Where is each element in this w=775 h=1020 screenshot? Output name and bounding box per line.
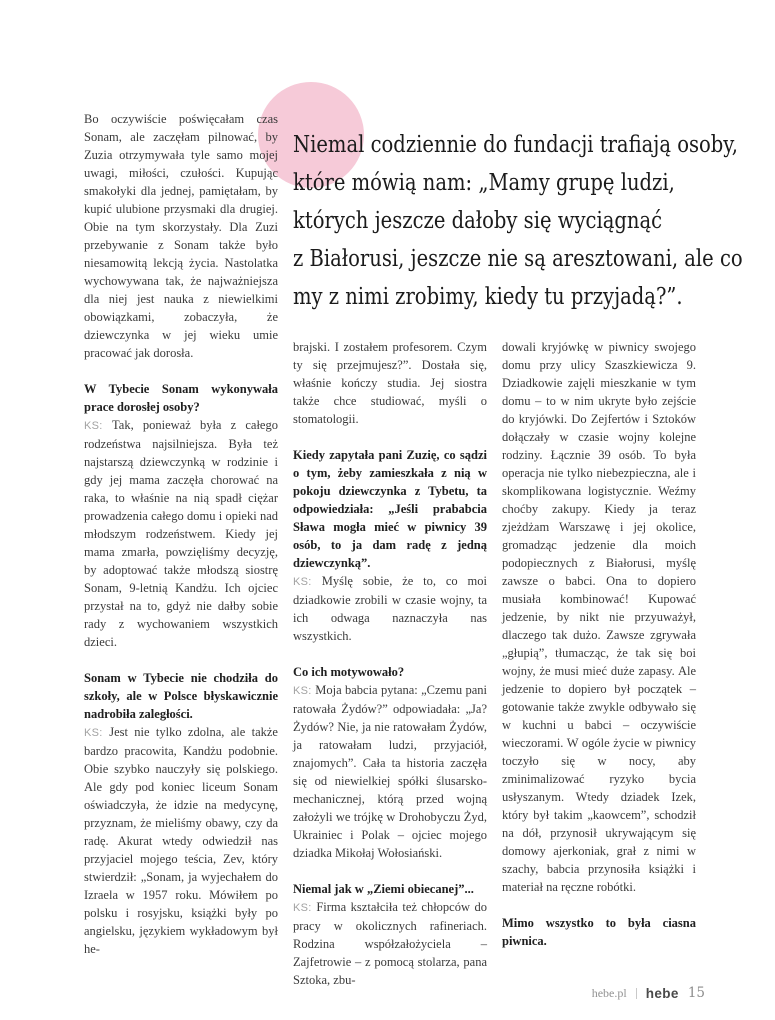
interview-answer: KS: Moja babcia pytana: „Czemu pani ratowała Żydów?” odpowiadała: „Ja? Żydów? Nie, ja nie ratowałam Żydów, ja ratowałam ludzi, przyjaciół, znajomych”. Cała ta historia zaczęła się od niewielkiej spółki ślusarsko-mechanicznej, którą przed wojną założyli we trójkę w Drohobyczu Żyd, Ukrainiec i Polak – ojciec mojego dziadka Mikołaj Wołosiański.	[293, 683, 487, 860]
footer-site-url: hebe.pl	[591, 985, 627, 1000]
pull-quote-line: które mówią nam: „Mamy grupę ludzi,	[293, 170, 675, 196]
interview-answer: KS: Jest nie tylko zdolna, ale także bardzo pracowita, Kandżu podobnie. Obie szybko nauczyły się polskiego. Ale gdy pod koniec liceum Sonam oświadczyła, że idzie na medycynę, przyznam, że mieliśmy obawy, czy da radę. Akurat wtedy odwiedził nas przyjaciel mojego teścia, Zev, który stwierdził: „Sonam, ja wyjechałem do Izraela w 1957 roku. Mówiłem po polsku i rosyjsku, książki były po angielsku, językiem wykładowym był he-	[84, 725, 278, 956]
body-paragraph: Bo oczywiście poświęcałam czas Sonam, ale zaczęłam pilnować, by Zuzia otrzymywała tyle samo mojej uwagi, miłości, czułości. Kupując smakołyki dla jednej, pamiętałam, by kupić ulubione przysmaki dla drugiej. Obie na tym skorzystały. Dla Zuzi przebywanie z Sonam także było niesamowitą lekcją życia. Nastolatka wychowywana tak, że najważniejsza dla niej jest nauka z niewielkimi obowiązkami, zobaczyła, że dziewczynka w jej wieku umie pracować jak dorosła.	[84, 112, 278, 360]
body-paragraph: brajski. I zostałem profesorem. Czym ty się przejmujesz?”. Dostała się, właśnie kończy studia. Jej siostra także chce studiować, myśli o stomatologii.	[293, 340, 487, 426]
article-column-middle	[293, 338, 487, 989]
interview-question: Kiedy zapytała pani Zuzię, co sądzi o tym, żeby zamieszkała z nią w pokoju dziewczynka z Tybetu, ta odpowiedziała: „Jeśli prababcia Sława mogła mieć w piwnicy 39 osób, to ja dam radę z jedną dziewczynką”.	[293, 448, 487, 570]
page-footer	[592, 985, 705, 1001]
magazine-logo: hebe	[645, 985, 679, 1001]
interview-answer: KS: Firma kształciła też chłopców do pracy w okolicznych rafineriach. Rodzina współzałożyciela – Zajfetrowie – z pomocą stolarza, pana Sztoka, zbu-	[293, 900, 487, 987]
pull-quote-line: z Białorusi, jeszcze nie są aresztowani, ale co	[293, 246, 743, 272]
speaker-initials: KS:	[293, 902, 317, 914]
interview-question: Mimo wszystko to była ciasna piwnica.	[502, 916, 696, 948]
body-paragraph: dowali kryjówkę w piwnicy swojego domu przy ulicy Szaszkiewicza 9. Dziadkowie zajęli mieszkanie w tym domu – to w nim ukryte było zejście do kryjówki. Do Zejfertów i Sztoków dołączały w czasie wojny kolejne rodziny. Łącznie 39 osób. To była operacja nie tylko niebezpieczna, ale i skomplikowana logistycznie. Weźmy choćby zakupy. Kiedy ja teraz zjeżdżam Warszawę i jej okolice, gromadząc jedzenie dla moich podopiecznych z Białorusi, myślę zawsze o babci. Ona to dopiero musiała kombinować! Kupować jedzenie, by nikt nie przyuważył, dlaczego tak dużo. Zawsze zgrywała „głupią”, tłumacząc, że tak się boi wojny, że musi mieć duże zapasy. Ale jedzenie to dopiero był początek – gotowanie także zwykle odbywało się w kuchni u babci – oczywiście wieczorami. W ogóle życie w piwnicy toczyło się w nocy, aby zminimalizować ryzyko bycia usłyszanym. Wtedy dziadek Izek, który był takim „kaowcem”, schodził na dół, przynosił ukrywającym się domowy ajerkoniak, grał z nimi w szachy, babcia przynosiła książki i materiał na ręczne robótki.	[502, 340, 696, 894]
article-column-right	[502, 338, 696, 950]
interview-question: Co ich motywowało?	[293, 665, 405, 679]
speaker-initials: KS:	[84, 727, 110, 739]
interview-answer: KS: Tak, ponieważ była z całego rodzeństwa najsilniejsza. Była też najstarszą dziewczynką w rodzinie i gdy jej mama zaczęła chorować na raka, to właśnie na nią spadł ciężar prowadzenia całego domu i opieki nad młodszym rodzeństwem. Kiedy jej mama zmarła, powzięliśmy decyzję, by adoptować także młodszą siostrę Sonam, 9-letnią Kandżu. Ich ojciec przystał na to, gdyż nie dałby sobie rady z wychowaniem wszystkich dzieci.	[84, 418, 278, 649]
pull-quote-line: których jeszcze dałoby się wyciągnąć	[293, 208, 663, 234]
article-column-left	[84, 110, 278, 958]
page-number: 15	[687, 985, 705, 1001]
speaker-initials: KS:	[84, 420, 113, 432]
interview-answer: KS: Myślę sobie, że to, co moi dziadkowie zrobili w czasie wojny, ta ich odwaga naznaczyła nas wszystkich.	[293, 574, 487, 643]
interview-question: Niemal jak w „Ziemi obiecanej”...	[293, 882, 474, 896]
interview-question: Sonam w Tybecie nie chodziła do szkoły, ale w Polsce błyskawicznie nadrobiła zaległości.	[84, 671, 278, 721]
speaker-initials: KS:	[293, 685, 316, 697]
speaker-initials: KS:	[293, 576, 322, 588]
interview-question: W Tybecie Sonam wykonywała prace dorosłej osoby?	[84, 382, 278, 414]
pull-quote-line: Niemal codziennie do fundacji trafiają osoby,	[293, 132, 738, 158]
pull-quote	[293, 126, 769, 316]
pull-quote-line: my z nimi zrobimy, kiedy tu przyjadą?”.	[293, 284, 683, 310]
footer-divider	[636, 988, 637, 999]
